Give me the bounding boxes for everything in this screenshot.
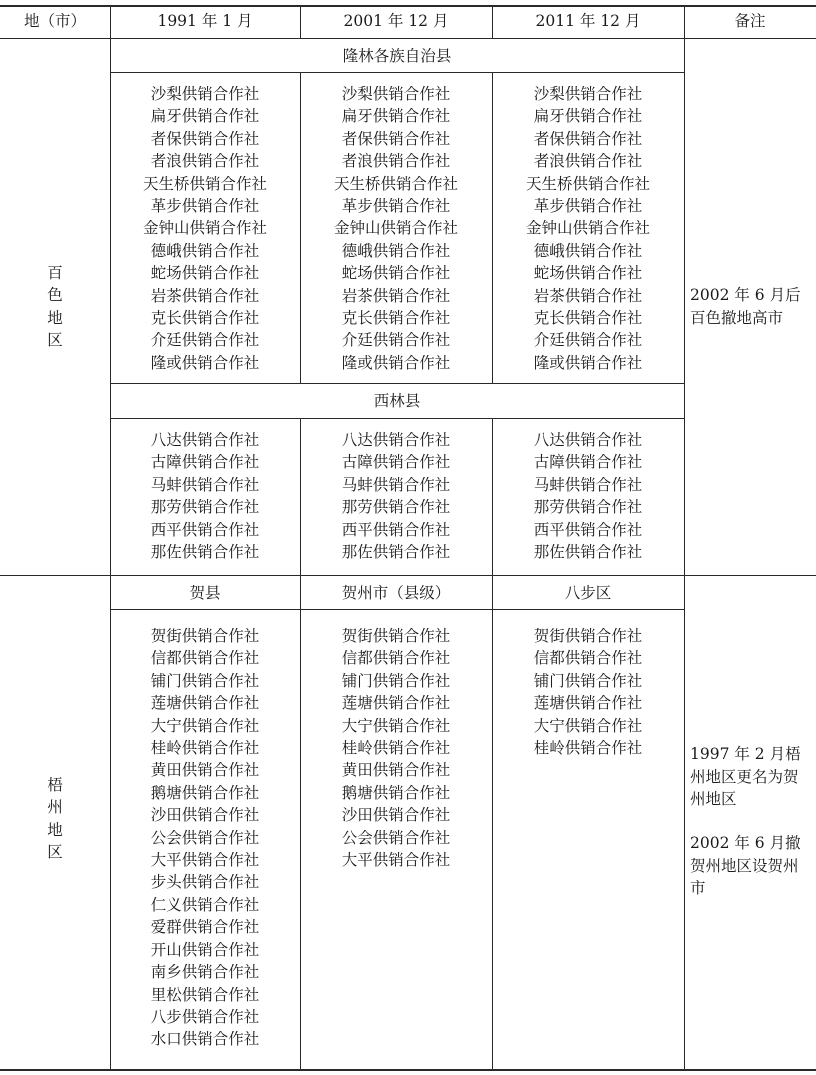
cooperative-item: 莲塘供销合作社 [341, 694, 451, 713]
cooperative-item: 岩茶供销合作社 [341, 286, 451, 305]
baise-bottom-rule [0, 575, 816, 576]
cooperative-item: 德峨供销合作社 [341, 241, 451, 260]
header-1991: 1991 年 1 月 [157, 12, 253, 30]
wuzhou-list-2011 [492, 625, 684, 759]
cooperative-item: 马蚌供销合作社 [150, 475, 260, 494]
cooperative-item: 金钟山供销合作社 [142, 219, 267, 238]
cooperative-item: 信都供销合作社 [150, 649, 260, 668]
longlin-title: 隆林各族自治县 [342, 47, 452, 65]
cooperative-item: 克长供销合作社 [533, 309, 643, 328]
cooperative-item: 大平供销合作社 [341, 851, 451, 870]
cooperative-item: 金钟山供销合作社 [525, 219, 650, 238]
cooperative-item: 开山供销合作社 [150, 940, 260, 959]
table-top-rule [0, 5, 816, 7]
xilin-list-2001 [300, 429, 492, 563]
cooperative-item: 那佐供销合作社 [341, 543, 451, 562]
cooperative-item: 爱群供销合作社 [150, 918, 260, 937]
longlin-list-1991 [110, 83, 300, 374]
cooperative-item: 桂岭供销合作社 [533, 739, 643, 758]
wuzhou-sub-rule [110, 609, 684, 610]
cooperative-item: 大平供销合作社 [150, 851, 260, 870]
cooperative-item: 天生桥供销合作社 [142, 174, 267, 193]
cooperative-item: 铺门供销合作社 [150, 671, 260, 690]
cooperative-item: 西平供销合作社 [533, 520, 643, 539]
cooperative-item: 隆或供销合作社 [341, 353, 451, 372]
cooperative-item: 介廷供销合作社 [533, 331, 643, 350]
cooperative-item: 克长供销合作社 [150, 309, 260, 328]
cooperative-item: 者浪供销合作社 [150, 152, 260, 171]
cooperative-item: 岩茶供销合作社 [533, 286, 643, 305]
cooperative-item: 者浪供销合作社 [533, 152, 643, 171]
header-region: 地（市） [23, 12, 86, 30]
cooperative-item: 黄田供销合作社 [150, 761, 260, 780]
cooperative-item: 克长供销合作社 [341, 309, 451, 328]
cooperative-item: 天生桥供销合作社 [525, 174, 650, 193]
xilin-list-2011 [492, 429, 684, 563]
cooperative-item: 天生桥供销合作社 [333, 174, 458, 193]
cooperative-item: 沙梨供销合作社 [150, 85, 260, 103]
wuzhou-list-2001 [300, 625, 492, 871]
cooperative-item: 八达供销合作社 [341, 431, 451, 449]
cooperative-item: 公会供销合作社 [150, 828, 260, 847]
cooperative-item: 南乡供销合作社 [150, 963, 260, 982]
cooperative-item: 贺街供销合作社 [533, 627, 643, 645]
cooperative-item: 蛇场供销合作社 [150, 264, 260, 283]
cooperative-item: 大宁供销合作社 [533, 716, 643, 735]
region-baise: 百色地区 [47, 264, 63, 350]
cooperative-item: 者保供销合作社 [533, 129, 643, 148]
wuzhou-list-1991 [110, 625, 300, 1051]
cooperative-item: 扁牙供销合作社 [341, 107, 451, 126]
cooperative-item: 革步供销合作社 [533, 197, 643, 216]
cooperative-item: 莲塘供销合作社 [533, 694, 643, 713]
cooperative-item: 里松供销合作社 [150, 985, 260, 1004]
cooperative-item: 者保供销合作社 [150, 129, 260, 148]
cooperative-item: 西平供销合作社 [150, 520, 260, 539]
wuzhou-note-2: 2002 年 6 月撤贺州地区设贺州市 [690, 834, 801, 898]
baise-note: 2002 年 6 月后百色撤地高市 [690, 286, 801, 327]
cooperative-item: 桂岭供销合作社 [341, 739, 451, 758]
header-2011: 2011 年 12 月 [535, 12, 641, 30]
cooperative-item: 扁牙供销合作社 [150, 107, 260, 126]
cooperative-item: 八达供销合作社 [150, 431, 260, 449]
cooperative-item: 马蚌供销合作社 [533, 475, 643, 494]
longlin-bottom-rule [110, 383, 684, 384]
cooperative-item: 黄田供销合作社 [341, 761, 451, 780]
cooperative-item: 鹅塘供销合作社 [341, 783, 451, 802]
cooperative-item: 古障供销合作社 [150, 453, 260, 472]
cooperative-item: 沙田供销合作社 [341, 806, 451, 825]
cooperative-item: 者保供销合作社 [341, 129, 451, 148]
cooperative-item: 水口供销合作社 [150, 1030, 260, 1049]
cooperative-item: 鹅塘供销合作社 [150, 783, 260, 802]
table-bottom-rule [0, 1069, 816, 1071]
cooperative-item: 革步供销合作社 [341, 197, 451, 216]
cooperative-item: 古障供销合作社 [533, 453, 643, 472]
wuzhou-sub-2011: 八步区 [564, 584, 612, 602]
cooperative-item: 者浪供销合作社 [341, 152, 451, 171]
cooperative-item: 沙田供销合作社 [150, 806, 260, 825]
header-2001: 2001 年 12 月 [343, 12, 449, 30]
cooperative-item: 步头供销合作社 [150, 873, 260, 892]
longlin-list-2011 [492, 83, 684, 374]
cooperative-item: 古障供销合作社 [341, 453, 451, 472]
xilin-list-1991 [110, 429, 300, 563]
cooperative-item: 德峨供销合作社 [533, 241, 643, 260]
header-bottom-rule [0, 38, 816, 39]
cooperative-item: 信都供销合作社 [341, 649, 451, 668]
cooperative-item: 贺街供销合作社 [341, 627, 451, 645]
cooperative-item: 蛇场供销合作社 [341, 264, 451, 283]
cooperative-item: 大宁供销合作社 [150, 716, 260, 735]
cooperative-item: 西平供销合作社 [341, 520, 451, 539]
region-wuzhou: 梧州地区 [47, 776, 63, 862]
cooperative-item: 公会供销合作社 [341, 828, 451, 847]
cooperative-item: 那佐供销合作社 [533, 543, 643, 562]
cooperative-item: 隆或供销合作社 [150, 353, 260, 372]
cooperative-item: 大宁供销合作社 [341, 716, 451, 735]
cooperative-item: 沙梨供销合作社 [533, 85, 643, 103]
cooperative-item: 革步供销合作社 [150, 197, 260, 216]
wuzhou-sub-1991: 贺县 [189, 584, 221, 602]
cooperative-item: 信都供销合作社 [533, 649, 643, 668]
cooperative-item: 八达供销合作社 [533, 431, 643, 449]
cooperative-item: 那劳供销合作社 [533, 498, 643, 517]
cooperative-item: 德峨供销合作社 [150, 241, 260, 260]
cooperative-item: 扁牙供销合作社 [533, 107, 643, 126]
cooperative-item: 隆或供销合作社 [533, 353, 643, 372]
cooperative-item: 介廷供销合作社 [341, 331, 451, 350]
cooperative-item: 莲塘供销合作社 [150, 694, 260, 713]
cooperative-item: 仁义供销合作社 [150, 895, 260, 914]
header-note: 备注 [734, 12, 766, 30]
cooperative-item: 八步供销合作社 [150, 1007, 260, 1026]
wuzhou-sub-2001: 贺州市（县级） [341, 584, 451, 602]
cooperative-item: 马蚌供销合作社 [341, 475, 451, 494]
cooperative-item: 介廷供销合作社 [150, 331, 260, 350]
xilin-title-rule [110, 418, 684, 419]
cooperative-item: 沙梨供销合作社 [341, 85, 451, 103]
cooperative-item: 蛇场供销合作社 [533, 264, 643, 283]
cooperative-item: 岩茶供销合作社 [150, 286, 260, 305]
cooperative-item: 贺街供销合作社 [150, 627, 260, 645]
note-col-rule [684, 5, 685, 1071]
cooperative-item: 铺门供销合作社 [341, 671, 451, 690]
cooperative-item: 铺门供销合作社 [533, 671, 643, 690]
cooperative-item: 那佐供销合作社 [150, 543, 260, 562]
wuzhou-note-1: 1997 年 2 月梧州地区更名为贺州地区 [690, 745, 801, 809]
cooperative-item: 桂岭供销合作社 [150, 739, 260, 758]
xilin-title: 西林县 [373, 392, 421, 410]
cooperative-item: 那劳供销合作社 [150, 498, 260, 517]
longlin-list-2001 [300, 83, 492, 374]
cooperative-item: 金钟山供销合作社 [333, 219, 458, 238]
longlin-title-rule [110, 72, 684, 73]
cooperative-item: 那劳供销合作社 [341, 498, 451, 517]
